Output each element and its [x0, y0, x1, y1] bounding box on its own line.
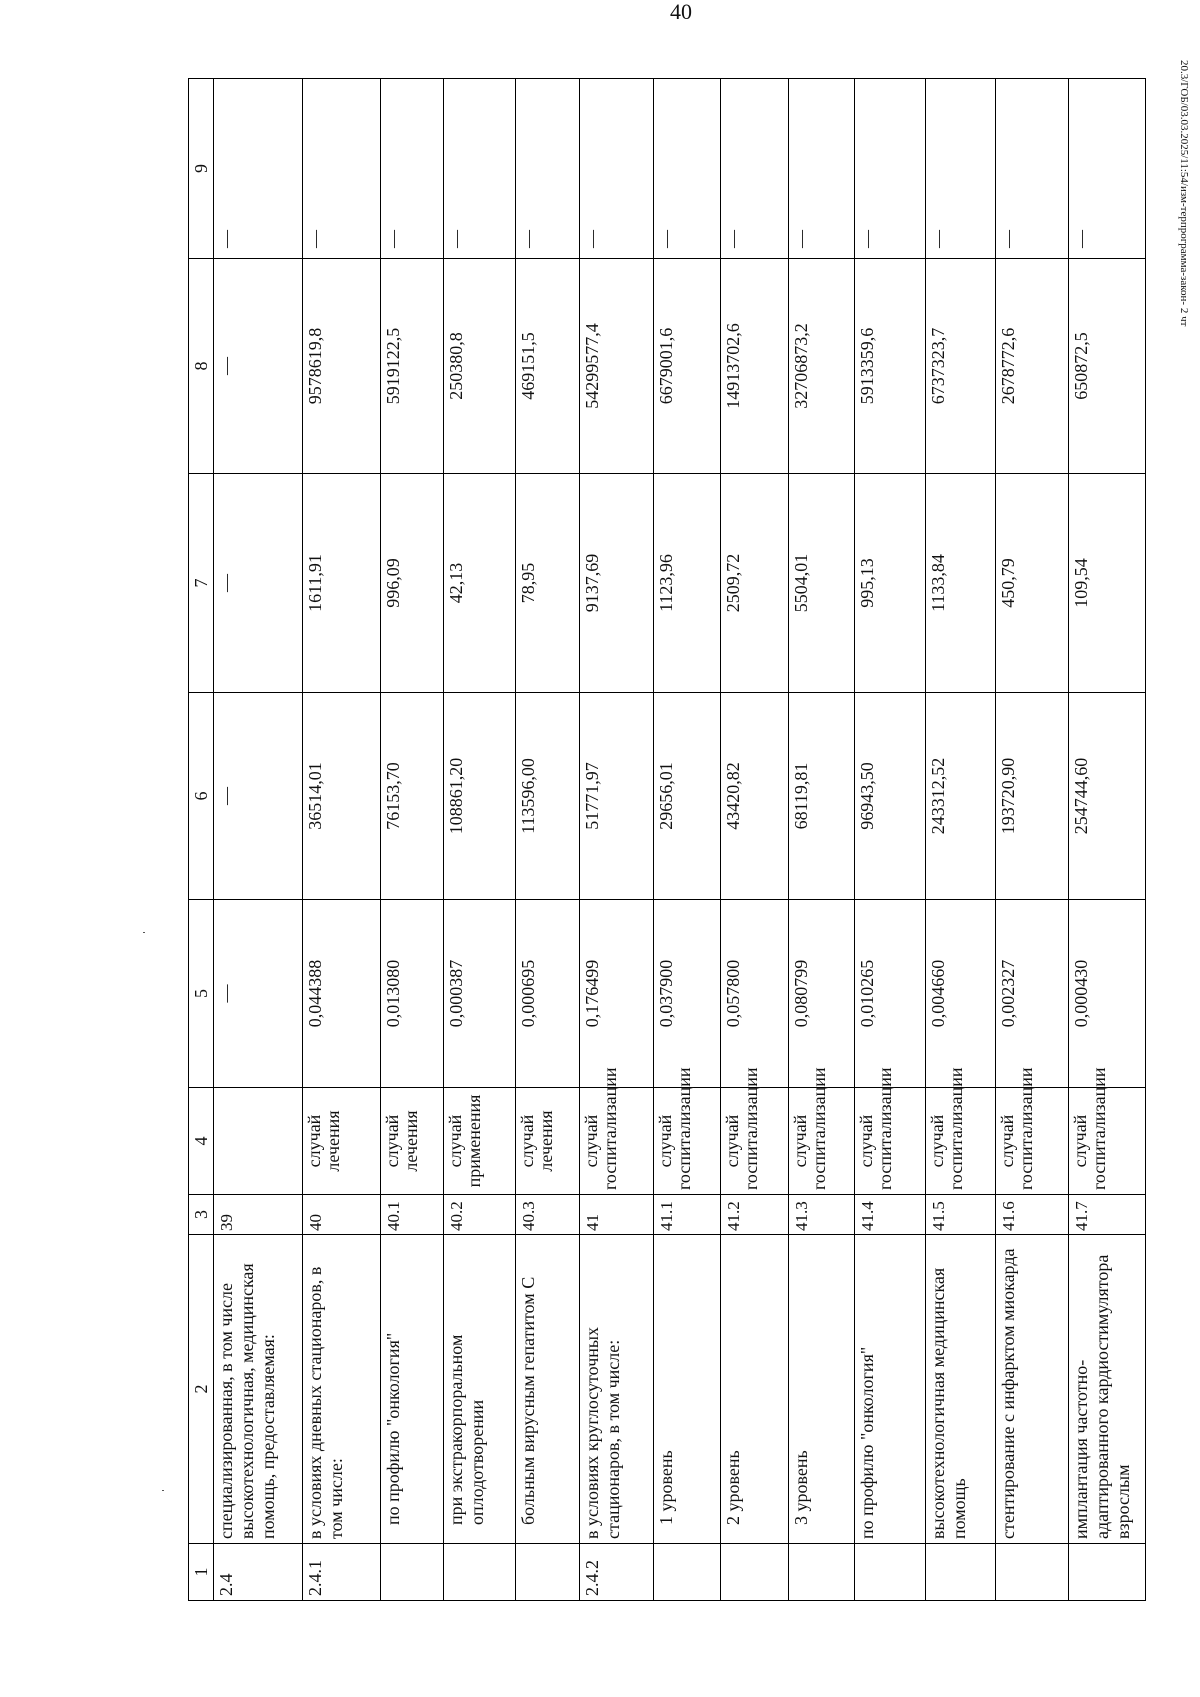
- row-per-capita-norm: 109,54: [1068, 474, 1145, 693]
- row-indicator-name: [653, 1235, 720, 1544]
- column-number-cell: 1: [189, 1544, 214, 1601]
- row-per-capita-norm: 1611,91: [302, 474, 381, 693]
- row-indicator-name: стентирование с инфарктом миокарда: [995, 1235, 1068, 1544]
- row-per-capita-norm: 42,13: [443, 474, 515, 693]
- row-total-cost: 250380,8: [443, 259, 515, 474]
- row-unit: случай госпитализации: [926, 1088, 996, 1195]
- column-number-cell: 2: [189, 1235, 214, 1544]
- row-unit-cost: 76153,70: [381, 693, 444, 900]
- column-number-row: [189, 79, 214, 1601]
- table-row: [579, 79, 653, 1601]
- scan-speck: [143, 932, 145, 933]
- table-row: [214, 79, 303, 1601]
- row-unit-cost: 43420,82: [720, 693, 788, 900]
- row-per-capita-norm: 995,13: [855, 474, 926, 693]
- row-section-number: [653, 1544, 720, 1601]
- row-col9-value: —: [214, 79, 303, 259]
- row-volume-per-person: 0,000387: [443, 900, 515, 1088]
- row-line-number: 41.3: [789, 1195, 855, 1235]
- row-unit-cost: 51771,97: [579, 693, 653, 900]
- row-unit: случай лечения: [515, 1088, 579, 1195]
- row-indicator-name: по профилю "онкология": [855, 1235, 926, 1544]
- row-total-cost: 6679001,6: [653, 259, 720, 474]
- row-col9-value: —: [855, 79, 926, 259]
- column-number-cell: 4: [189, 1088, 214, 1195]
- row-unit: случай госпитализации: [579, 1088, 653, 1195]
- column-number-cell: 9: [189, 79, 214, 259]
- row-col9-value: —: [443, 79, 515, 259]
- column-number-cell: 5: [189, 900, 214, 1088]
- row-col9-value: —: [381, 79, 444, 259]
- row-section-number: 2.4: [214, 1544, 303, 1601]
- row-total-cost: 5913359,6: [855, 259, 926, 474]
- indicator-text: больным вирусным гепатитом С: [517, 1276, 538, 1525]
- row-total-cost: 2678772,6: [995, 259, 1068, 474]
- column-number-cell: 8: [189, 259, 214, 474]
- column-number-cell: 7: [189, 474, 214, 693]
- row-unit-cost: 36514,01: [302, 693, 381, 900]
- row-col9-value: —: [720, 79, 788, 259]
- indicator-text: по профилю "онкология": [383, 1332, 404, 1525]
- row-volume-per-person: 0,037900: [653, 900, 720, 1088]
- row-indicator-name: [515, 1235, 579, 1544]
- row-unit: случай применения: [443, 1088, 515, 1195]
- row-per-capita-norm: 450,79: [995, 474, 1068, 693]
- row-col9-value: —: [579, 79, 653, 259]
- row-indicator-name: имплантация частотно-адаптированного кардиостимулятора взрослым: [1068, 1235, 1145, 1544]
- row-line-number: 41.6: [995, 1195, 1068, 1235]
- row-col9-value: —: [302, 79, 381, 259]
- indicator-text: при экстракорпоральном оплодотворении: [445, 1334, 487, 1525]
- row-line-number: 41.2: [720, 1195, 788, 1235]
- table-row: [995, 79, 1068, 1601]
- row-unit: случай госпитализации: [720, 1088, 788, 1195]
- row-total-cost: 6737323,7: [926, 259, 996, 474]
- row-unit-cost: 68119,81: [789, 693, 855, 900]
- row-total-cost: 14913702,6: [720, 259, 788, 474]
- row-line-number: 40: [302, 1195, 381, 1235]
- row-unit-cost: 96943,50: [855, 693, 926, 900]
- row-line-number: 41.5: [926, 1195, 996, 1235]
- row-per-capita-norm: —: [214, 474, 303, 693]
- row-unit-cost: 243312,52: [926, 693, 996, 900]
- row-unit: случай лечения: [381, 1088, 444, 1195]
- table-body: [214, 79, 1146, 1601]
- row-section-number: [789, 1544, 855, 1601]
- row-section-number: 2.4.1: [302, 1544, 381, 1601]
- row-line-number: 41.1: [653, 1195, 720, 1235]
- indicator-text: 1 уровень: [655, 1450, 676, 1525]
- table-row: [855, 79, 926, 1601]
- row-section-number: [381, 1544, 444, 1601]
- table-row: [302, 79, 381, 1601]
- row-line-number: 39: [214, 1195, 303, 1235]
- table-row: [381, 79, 444, 1601]
- table-row: [443, 79, 515, 1601]
- row-per-capita-norm: 5504,01: [789, 474, 855, 693]
- row-indicator-name: [381, 1235, 444, 1544]
- row-volume-per-person: 0,002327: [995, 900, 1068, 1088]
- row-unit-cost: —: [214, 693, 303, 900]
- row-col9-value: —: [926, 79, 996, 259]
- row-volume-per-person: 0,080799: [789, 900, 855, 1088]
- row-line-number: 41: [579, 1195, 653, 1235]
- row-indicator-name: [789, 1235, 855, 1544]
- row-total-cost: 32706873,2: [789, 259, 855, 474]
- row-volume-per-person: 0,176499: [579, 900, 653, 1088]
- row-line-number: 41.4: [855, 1195, 926, 1235]
- row-total-cost: 9578619,8: [302, 259, 381, 474]
- row-total-cost: 650872,5: [1068, 259, 1145, 474]
- row-per-capita-norm: 1133,84: [926, 474, 996, 693]
- row-line-number: 40.3: [515, 1195, 579, 1235]
- column-number-cell: 3: [189, 1195, 214, 1235]
- row-line-number: 41.7: [1068, 1195, 1145, 1235]
- row-indicator-name: [443, 1235, 515, 1544]
- row-col9-value: —: [653, 79, 720, 259]
- row-section-number: [995, 1544, 1068, 1601]
- row-line-number: 40.2: [443, 1195, 515, 1235]
- row-col9-value: —: [995, 79, 1068, 259]
- row-unit-cost: 113596,00: [515, 693, 579, 900]
- row-unit: случай госпитализации: [1068, 1088, 1145, 1195]
- row-indicator-name: [720, 1235, 788, 1544]
- row-col9-value: —: [1068, 79, 1145, 259]
- row-per-capita-norm: 2509,72: [720, 474, 788, 693]
- document-stamp-note: 20.3/ГОБ/03.03.2025/11:54/изм-терпрограмма-закон- 2 чт: [1178, 60, 1190, 327]
- row-unit-cost: 29656,01: [653, 693, 720, 900]
- row-per-capita-norm: 78,95: [515, 474, 579, 693]
- table-row: [653, 79, 720, 1601]
- row-indicator-name: в условиях круглосуточных стационаров, в том числе:: [579, 1235, 653, 1544]
- row-indicator-name: специализированная, в том числе высокотехнологичная, медицинская помощь, предоставляемая:: [214, 1235, 303, 1544]
- row-total-cost: —: [214, 259, 303, 474]
- row-unit: случай госпитализации: [995, 1088, 1068, 1195]
- table-row: [720, 79, 788, 1601]
- row-col9-value: —: [515, 79, 579, 259]
- row-section-number: 2.4.2: [579, 1544, 653, 1601]
- row-per-capita-norm: 9137,69: [579, 474, 653, 693]
- row-unit: случай госпитализации: [855, 1088, 926, 1195]
- table-row: [515, 79, 579, 1601]
- indicator-text: 3 уровень: [791, 1450, 812, 1525]
- row-unit-cost: 193720,90: [995, 693, 1068, 900]
- row-section-number: [443, 1544, 515, 1601]
- row-volume-per-person: 0,000695: [515, 900, 579, 1088]
- rotated-table: [188, 79, 1146, 1601]
- row-volume-per-person: 0,044388: [302, 900, 381, 1088]
- row-indicator-name: в условиях дневных стационаров, в том числе:: [302, 1235, 381, 1544]
- row-unit-cost: 108861,20: [443, 693, 515, 900]
- row-unit: случай лечения: [302, 1088, 381, 1195]
- row-section-number: [855, 1544, 926, 1601]
- row-volume-per-person: 0,004660: [926, 900, 996, 1088]
- row-volume-per-person: 0,010265: [855, 900, 926, 1088]
- row-indicator-name: высокотехнологичная медицинская помощь: [926, 1235, 996, 1544]
- row-unit-cost: 254744,60: [1068, 693, 1145, 900]
- row-total-cost: 54299577,4: [579, 259, 653, 474]
- row-unit: случай госпитализации: [653, 1088, 720, 1195]
- row-volume-per-person: 0,013080: [381, 900, 444, 1088]
- table-row: [1068, 79, 1145, 1601]
- row-line-number: 40.1: [381, 1195, 444, 1235]
- row-section-number: [720, 1544, 788, 1601]
- program-volume-table: [188, 78, 1146, 1601]
- row-volume-per-person: 0,000430: [1068, 900, 1145, 1088]
- row-per-capita-norm: 1123,96: [653, 474, 720, 693]
- row-volume-per-person: 0,057800: [720, 900, 788, 1088]
- row-col9-value: —: [789, 79, 855, 259]
- table-row: [926, 79, 996, 1601]
- row-total-cost: 5919122,5: [381, 259, 444, 474]
- scan-speck: [162, 1490, 164, 1491]
- row-section-number: [1068, 1544, 1145, 1601]
- row-section-number: [926, 1544, 996, 1601]
- row-unit: случай госпитализации: [789, 1088, 855, 1195]
- row-unit: [214, 1088, 303, 1195]
- page-number: 40: [670, 0, 692, 24]
- row-total-cost: 469151,5: [515, 259, 579, 474]
- row-per-capita-norm: 996,09: [381, 474, 444, 693]
- row-section-number: [515, 1544, 579, 1601]
- row-volume-per-person: —: [214, 900, 303, 1088]
- table-row: [789, 79, 855, 1601]
- indicator-text: 2 уровень: [722, 1450, 743, 1525]
- column-number-cell: 6: [189, 693, 214, 900]
